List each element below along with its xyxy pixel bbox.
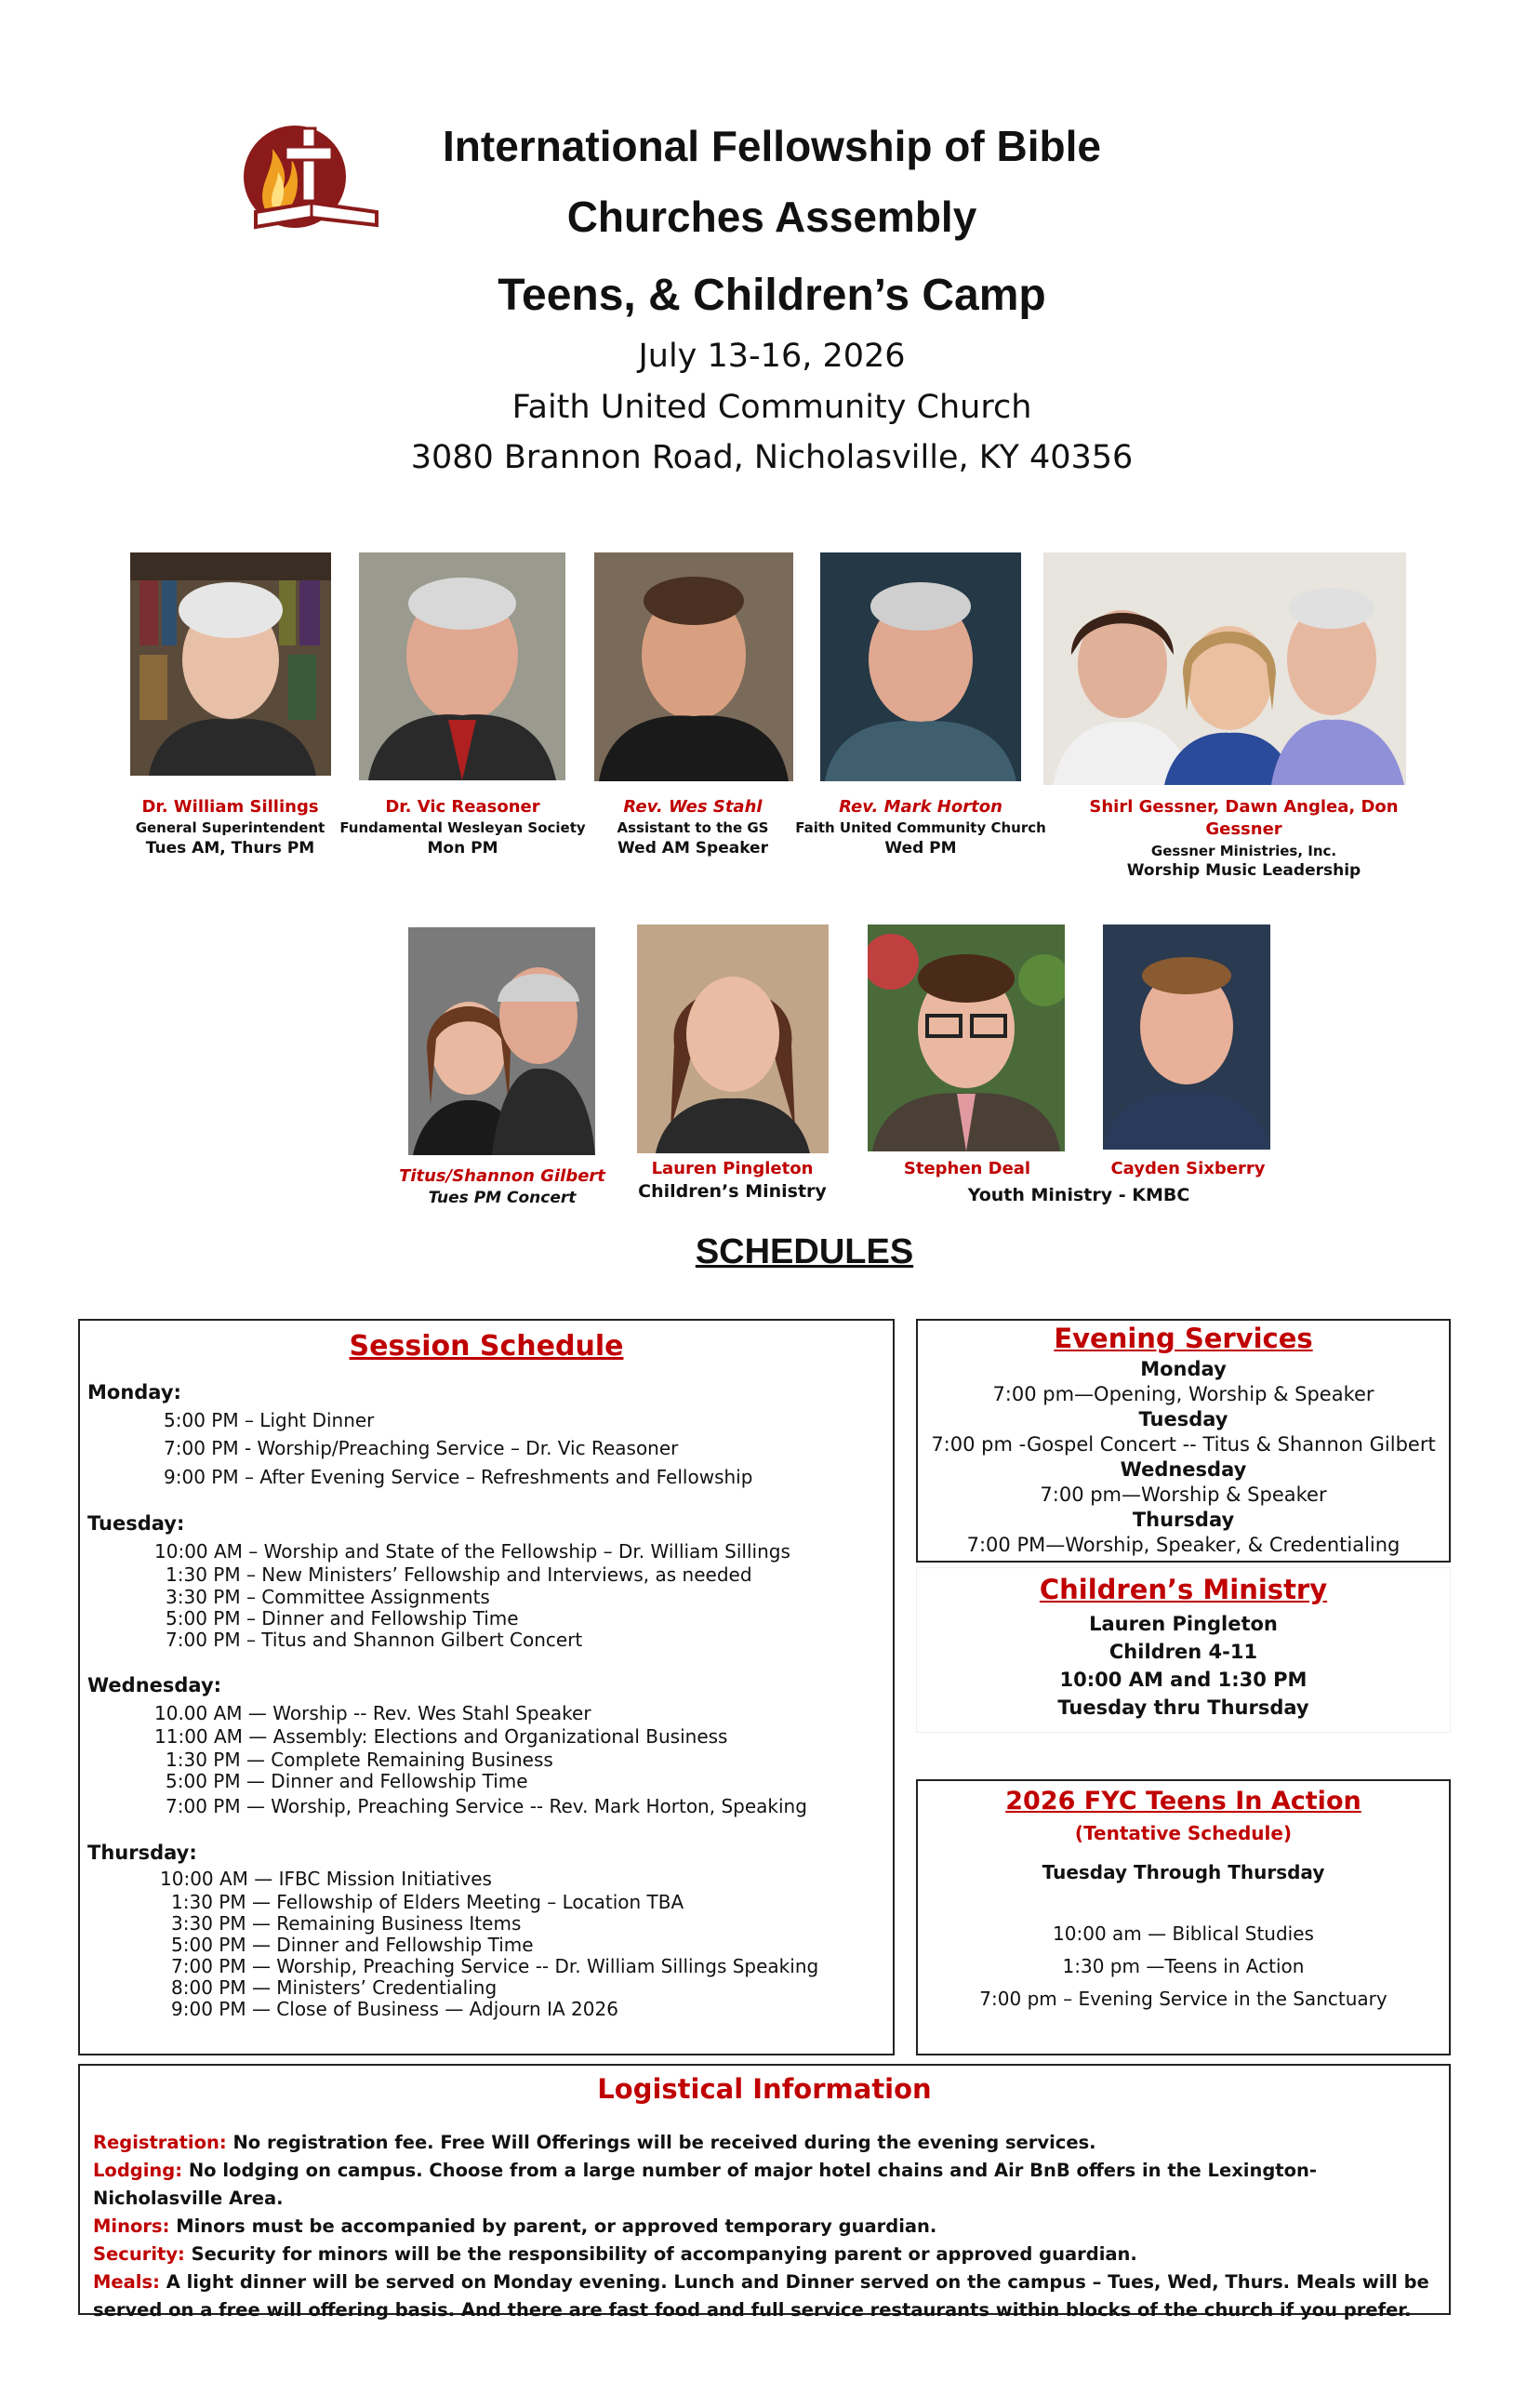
day-thursday: Thursday: bbox=[87, 1842, 197, 1864]
caption-vic-reasoner bbox=[330, 796, 595, 858]
logistics-text: Security for minors will be the responsibility of accompanying parent or approved guardian. bbox=[191, 2243, 1137, 2265]
speaker-role: Faith United Community Church bbox=[795, 819, 1046, 837]
schedule-item: 5:00 PM – Light Dinner bbox=[164, 1409, 375, 1431]
speaker-time: Tues AM, Thurs PM bbox=[145, 838, 315, 858]
event-title-line3: Teens, & Children’s Camp bbox=[498, 271, 1046, 320]
schedule-item: 10:00 AM – Worship and State of the Fellowship – Dr. William Sillings bbox=[154, 1540, 790, 1563]
logistics-box bbox=[78, 2064, 1451, 2321]
speaker-name: Shirl Gessner, Dawn Anglea, Don Gessner bbox=[1089, 797, 1399, 840]
logistics-minors bbox=[93, 2213, 1437, 2241]
schedule-item: 7:00 PM — Worship, Preaching Service -- Dr. William Sillings Speaking bbox=[171, 1955, 819, 1977]
teens-subtitle: (Tentative Schedule) bbox=[1074, 1822, 1293, 1844]
speaker-time: Wed AM Speaker bbox=[617, 838, 768, 858]
day-wednesday: Wednesday: bbox=[87, 1674, 222, 1696]
event-title-line1: International Fellowship of Bible bbox=[443, 122, 1101, 170]
childrens-ministry-block bbox=[916, 1567, 1451, 1733]
logistics-label: Minors: bbox=[93, 2215, 170, 2237]
schedule-item: 1:30 PM – New Ministers’ Fellowship and Interviews, as needed bbox=[166, 1563, 752, 1586]
caption-gilbert bbox=[391, 1165, 614, 1209]
logistics-label: Security: bbox=[93, 2243, 185, 2265]
speaker-name: Lauren Pingleton bbox=[651, 1159, 814, 1178]
schedule-item: 9:00 PM — Close of Business — Adjourn IA 2026 bbox=[171, 1998, 618, 2020]
teens-item: 1:30 pm —Teens in Action bbox=[1062, 1955, 1305, 1977]
speaker-name: Rev. Mark Horton bbox=[839, 797, 1002, 817]
photo-vic-reasoner bbox=[359, 552, 565, 780]
caption-william-sillings bbox=[107, 796, 353, 858]
speaker-name: Dr. William Sillings bbox=[141, 797, 319, 817]
childrens-ministry-title: Children’s Ministry bbox=[1039, 1574, 1328, 1605]
logistics-label: Lodging: bbox=[93, 2160, 183, 2181]
session-schedule-title: Session Schedule bbox=[349, 1330, 624, 1363]
speaker-time: Worship Music Leadership bbox=[1126, 860, 1361, 880]
day-monday: Monday: bbox=[87, 1381, 181, 1403]
speaker-role: Fundamental Wesleyan Society bbox=[339, 819, 586, 837]
speaker-time: Mon PM bbox=[427, 838, 498, 858]
photo-lauren-pingleton bbox=[637, 924, 829, 1153]
evening-day: Monday bbox=[1140, 1358, 1227, 1380]
schedule-item: 7:00 PM — Worship, Preaching Service -- Rev. Mark Horton, Speaking bbox=[166, 1795, 807, 1817]
caption-youth-ministry bbox=[911, 1184, 1246, 1208]
teens-in-action-box bbox=[916, 1779, 1451, 2055]
speaker-name: Titus/Shannon Gilbert bbox=[399, 1166, 605, 1186]
schedule-item: 11:00 AM — Assembly: Elections and Organizational Business bbox=[154, 1725, 728, 1748]
schedule-item: 1:30 PM — Complete Remaining Business bbox=[166, 1749, 553, 1771]
speaker-name: Cayden Sixberry bbox=[1110, 1159, 1266, 1178]
evening-item: 7:00 pm -Gospel Concert -- Titus & Shannon Gilbert bbox=[931, 1433, 1436, 1456]
evening-day: Thursday bbox=[1132, 1509, 1235, 1531]
evening-day: Tuesday bbox=[1138, 1408, 1228, 1430]
schedule-item: 3:30 PM – Committee Assignments bbox=[166, 1586, 490, 1608]
evening-item: 7:00 PM—Worship, Speaker, & Credentialing bbox=[966, 1534, 1401, 1556]
day-tuesday: Tuesday: bbox=[87, 1512, 185, 1535]
photo-gessner-ministries bbox=[1043, 552, 1406, 785]
speaker-role: Assistant to the GS bbox=[617, 819, 769, 837]
logistics-label: Registration: bbox=[93, 2132, 227, 2153]
photo-gilbert bbox=[408, 927, 595, 1155]
schedule-item: 3:30 PM — Remaining Business Items bbox=[171, 1912, 522, 1935]
logistics-security bbox=[93, 2241, 1437, 2268]
speaker-name: Stephen Deal bbox=[903, 1159, 1031, 1178]
evening-day: Wednesday bbox=[1120, 1458, 1247, 1481]
schedule-item: 1:30 PM — Fellowship of Elders Meeting – Location TBA bbox=[171, 1891, 684, 1913]
photo-wes-stahl bbox=[594, 552, 793, 781]
speaker-name: Rev. Wes Stahl bbox=[623, 797, 763, 817]
session-schedule-box bbox=[78, 1319, 895, 2055]
logistics-registration bbox=[93, 2129, 1437, 2157]
logistics-meals bbox=[93, 2268, 1437, 2324]
speaker-role: Gessner Ministries, Inc. bbox=[1150, 842, 1337, 859]
teens-range: Tuesday Through Thursday bbox=[1042, 1861, 1325, 1883]
caption-stephen-deal bbox=[865, 1158, 1069, 1180]
logistics-text: No lodging on campus. Choose from a large number of major hotel chains and Air BnB offers in the Lexington-Nicholasville Area. bbox=[93, 2160, 1318, 2209]
teens-title: 2026 FYC Teens In Action bbox=[1005, 1787, 1361, 1816]
schedule-item: 5:00 PM — Dinner and Fellowship Time bbox=[171, 1934, 534, 1956]
logistics-lodging bbox=[93, 2157, 1437, 2213]
photo-cayden-sixberry bbox=[1103, 924, 1270, 1150]
photo-stephen-deal bbox=[868, 924, 1065, 1151]
evening-services-title: Evening Services bbox=[1054, 1323, 1313, 1354]
caption-gessner-ministries bbox=[1051, 796, 1437, 882]
caption-lauren-pingleton bbox=[618, 1158, 846, 1204]
event-address: 3080 Brannon Road, Nicholasville, KY 40356 bbox=[410, 439, 1134, 476]
schedule-item: 7:00 PM – Titus and Shannon Gilbert Concert bbox=[166, 1629, 583, 1651]
logistics-text: Minors must be accompanied by parent, or approved temporary guardian. bbox=[176, 2215, 937, 2237]
schedule-item: 9:00 PM – After Evening Service – Refreshments and Fellowship bbox=[164, 1466, 753, 1488]
evening-services-box bbox=[916, 1319, 1451, 1563]
speaker-time: Wed PM bbox=[884, 838, 957, 858]
speaker-name: Dr. Vic Reasoner bbox=[385, 797, 540, 817]
photo-mark-horton bbox=[820, 552, 1021, 781]
schedule-item: 10:00 AM — IFBC Mission Initiatives bbox=[160, 1868, 492, 1890]
logistics-text: A light dinner will be served on Monday evening. Lunch and Dinner served on the campus – Tues, Wed, Thurs. Meals will be served on a free will offering basis. And there are fast food and full service restaurants within blocks of the church if you prefer. bbox=[93, 2271, 1429, 2321]
shared-role: Youth Ministry - KMBC bbox=[967, 1185, 1190, 1205]
event-title-line2: Churches Assembly bbox=[566, 193, 977, 241]
childrens-line: Children 4-11 bbox=[1109, 1641, 1258, 1663]
schedule-item: 8:00 PM — Ministers’ Credentialing bbox=[171, 1976, 498, 1999]
event-venue: Faith United Community Church bbox=[511, 389, 1032, 426]
schedule-item: 7:00 PM - Worship/Preaching Service – Dr. Vic Reasoner bbox=[164, 1437, 679, 1459]
childrens-line: Lauren Pingleton bbox=[1089, 1613, 1278, 1635]
caption-cayden-sixberry bbox=[1083, 1158, 1293, 1180]
schedule-item: 5:00 PM — Dinner and Fellowship Time bbox=[166, 1770, 528, 1792]
speaker-role: General Superintendent bbox=[135, 819, 325, 837]
speaker-role: Children’s Ministry bbox=[638, 1181, 827, 1203]
speaker-role: Tues PM Concert bbox=[428, 1189, 577, 1208]
caption-wes-stahl bbox=[577, 796, 809, 858]
schedules-heading: SCHEDULES bbox=[695, 1232, 914, 1271]
evening-item: 7:00 pm—Worship & Speaker bbox=[1040, 1483, 1327, 1506]
photo-william-sillings bbox=[130, 552, 331, 776]
logistics-label: Meals: bbox=[93, 2271, 160, 2293]
event-dates: July 13-16, 2026 bbox=[638, 338, 906, 375]
caption-mark-horton bbox=[786, 796, 1055, 858]
logistics-title: Logistical Information bbox=[597, 2073, 932, 2105]
childrens-line: 10:00 AM and 1:30 PM bbox=[1059, 1669, 1308, 1691]
evening-item: 7:00 pm—Opening, Worship & Speaker bbox=[992, 1383, 1374, 1405]
teens-item: 7:00 pm – Evening Service in the Sanctuary bbox=[979, 1988, 1387, 2010]
teens-item: 10:00 am — Biblical Studies bbox=[1053, 1922, 1314, 1945]
schedule-item: 5:00 PM – Dinner and Fellowship Time bbox=[166, 1607, 519, 1629]
childrens-line: Tuesday thru Thursday bbox=[1057, 1696, 1309, 1719]
logistics-text: No registration fee. Free Will Offerings will be received during the evening services. bbox=[232, 2132, 1096, 2153]
schedule-item: 10.00 AM — Worship -- Rev. Wes Stahl Speaker bbox=[154, 1702, 591, 1724]
